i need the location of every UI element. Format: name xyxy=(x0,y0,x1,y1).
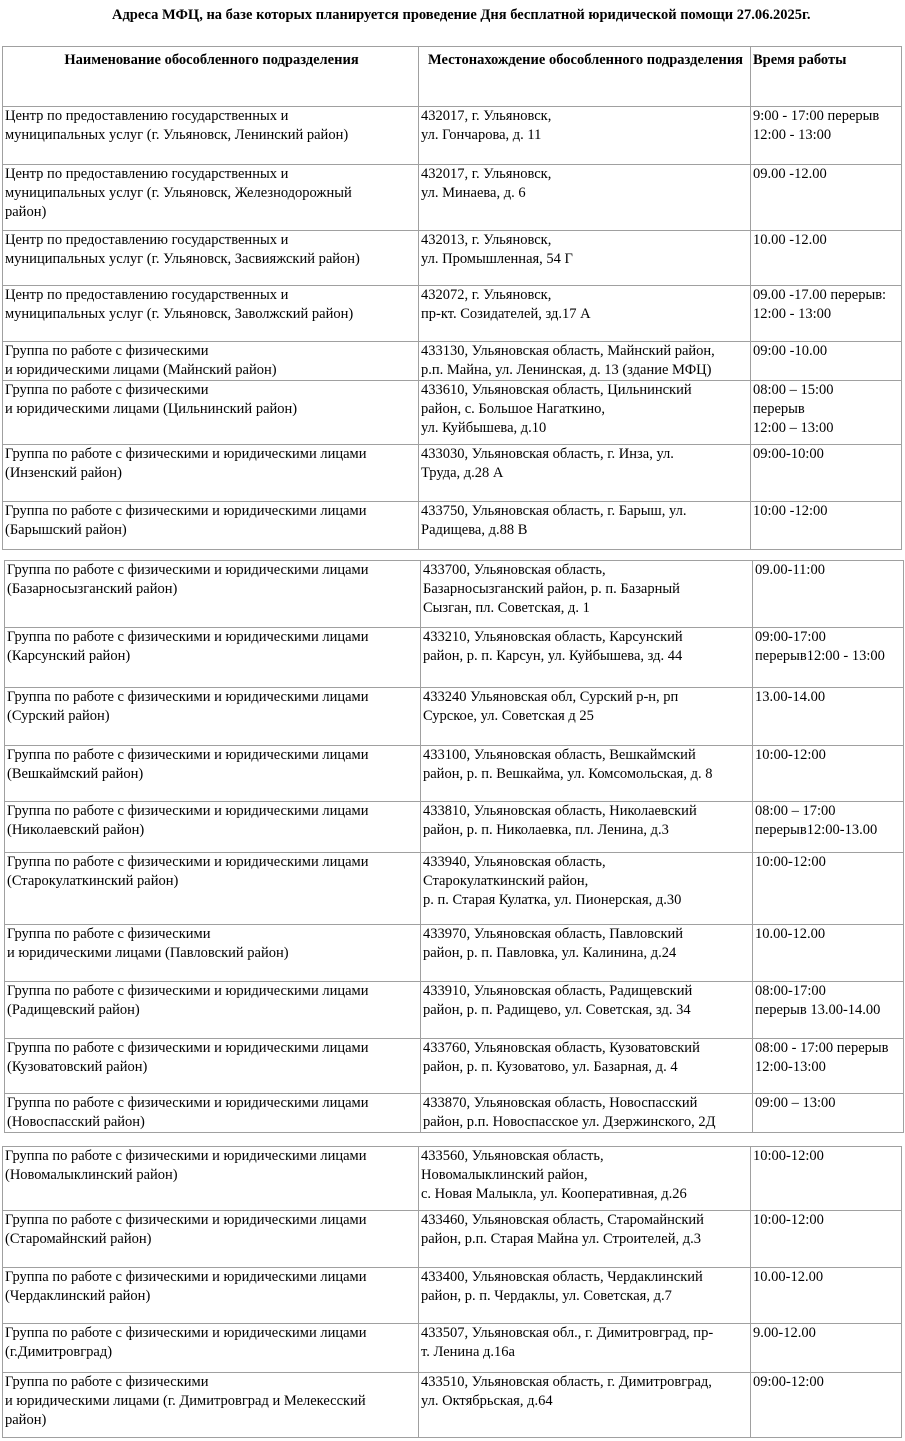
cell-address: 433810, Ульяновская область, Николаевский район, р. п. Николаевка, пл. Ленина, д.3 xyxy=(421,802,753,853)
mfc-table-part-3 xyxy=(2,1146,902,1438)
table-row xyxy=(3,286,902,342)
table-row xyxy=(5,561,904,628)
cell-address: 433760, Ульяновская область, Кузоватовский район, р. п. Кузоватово, ул. Базарная, д. 4 xyxy=(421,1039,753,1094)
cell-time: 10:00-12:00 xyxy=(751,1147,902,1211)
cell-name: Центр по предоставлению государственных и муниципальных услуг (г. Ульяновск, Заволжский район) xyxy=(3,286,419,342)
header-name: Наименование обособленного подразделения xyxy=(3,47,419,107)
table-row xyxy=(5,746,904,802)
cell-name: Группа по работе с физическими и юридическими лицами (Чердаклинский район) xyxy=(3,1268,419,1324)
cell-name: Группа по работе с физическими и юридическими лицами (Майнский район) xyxy=(3,342,419,381)
cell-address: 433870, Ульяновская область, Новоспасский район, р.п. Новоспасское ул. Дзержинского, 2Д xyxy=(421,1094,753,1133)
cell-time: 08:00-17:00 перерыв 13.00-14.00 xyxy=(753,982,904,1039)
cell-address: 433030, Ульяновская область, г. Инза, ул. Труда, д.28 А xyxy=(419,445,751,502)
cell-address: 433610, Ульяновская область, Цильнинский район, с. Большое Нагаткино, ул. Куйбышева, д.10 xyxy=(419,381,751,445)
table-row xyxy=(3,381,902,445)
cell-address: 433510, Ульяновская область, г. Димитровград, ул. Октябрьская, д.64 xyxy=(419,1373,751,1438)
cell-name: Группа по работе с физическими и юридическими лицами (г. Димитровград и Мелекесский район) xyxy=(3,1373,419,1438)
cell-name: Группа по работе с физическими и юридическими лицами (Кузоватовский район) xyxy=(5,1039,421,1094)
table-row xyxy=(5,853,904,925)
header-address: Местонахождение обособленного подразделения xyxy=(419,47,751,107)
cell-address: 433210, Ульяновская область, Карсунский район, р. п. Карсун, ул. Куйбышева, зд. 44 xyxy=(421,628,753,688)
cell-time: 09:00-12:00 xyxy=(751,1373,902,1438)
cell-time: 08:00 - 17:00 перерыв 12:00-13:00 xyxy=(753,1039,904,1094)
cell-name: Группа по работе с физическими и юридическими лицами (г.Димитровград) xyxy=(3,1324,419,1373)
cell-address: 432072, г. Ульяновск, пр-кт. Созидателей, зд.17 А xyxy=(419,286,751,342)
cell-time: 13.00-14.00 xyxy=(753,688,904,746)
table-row xyxy=(5,688,904,746)
table-row xyxy=(5,802,904,853)
mfc-table-part-2 xyxy=(4,560,904,1133)
cell-address: 433910, Ульяновская область, Радищевский район, р. п. Радищево, ул. Советская, зд. 34 xyxy=(421,982,753,1039)
table-row xyxy=(5,925,904,982)
cell-address: 433507, Ульяновская обл., г. Димитровград, пр- т. Ленина д.16а xyxy=(419,1324,751,1373)
cell-name: Группа по работе с физическими и юридическими лицами (Сурский район) xyxy=(5,688,421,746)
header-row xyxy=(3,47,902,107)
cell-name: Группа по работе с физическими и юридическими лицами (Базарносызганский район) xyxy=(5,561,421,628)
cell-address: 432013, г. Ульяновск, ул. Промышленная, 54 Г xyxy=(419,231,751,286)
cell-address: 433700, Ульяновская область, Базарносызганский район, р. п. Базарный Сызган, пл. Советская, д. 1 xyxy=(421,561,753,628)
table-row xyxy=(3,1373,902,1438)
table-row xyxy=(3,445,902,502)
cell-name: Группа по работе с физическими и юридическими лицами (Инзенский район) xyxy=(3,445,419,502)
cell-time: 09:00-17:00 перерыв12:00 - 13:00 xyxy=(753,628,904,688)
table-row xyxy=(3,342,902,381)
cell-name: Группа по работе с физическими и юридическими лицами (Карсунский район) xyxy=(5,628,421,688)
header-time: Время работы xyxy=(751,47,902,107)
cell-time: 10:00-12:00 xyxy=(751,1211,902,1268)
cell-name: Группа по работе с физическими и юридическими лицами (Барышский район) xyxy=(3,502,419,550)
cell-address: 432017, г. Ульяновск, ул. Гончарова, д. 11 xyxy=(419,107,751,165)
cell-time: 09:00 – 13:00 xyxy=(753,1094,904,1133)
cell-address: 433970, Ульяновская область, Павловский район, р. п. Павловка, ул. Калинина, д.24 xyxy=(421,925,753,982)
cell-time: 09:00 -10.00 xyxy=(751,342,902,381)
cell-time: 10.00-12.00 xyxy=(753,925,904,982)
cell-name: Центр по предоставлению государственных и муниципальных услуг (г. Ульяновск, Засвияжский район) xyxy=(3,231,419,286)
cell-address: 433240 Ульяновская обл, Сурский р-н, рп Сурское, ул. Советская д 25 xyxy=(421,688,753,746)
table-row xyxy=(5,982,904,1039)
cell-time: 9.00-12.00 xyxy=(751,1324,902,1373)
cell-time: 10:00 -12:00 xyxy=(751,502,902,550)
cell-time: 9:00 - 17:00 перерыв 12:00 - 13:00 xyxy=(751,107,902,165)
cell-address: 432017, г. Ульяновск, ул. Минаева, д. 6 xyxy=(419,165,751,231)
table-row xyxy=(3,1324,902,1373)
table-row xyxy=(3,107,902,165)
table-row xyxy=(5,628,904,688)
cell-address: 433750, Ульяновская область, г. Барыш, ул. Радищева, д.88 В xyxy=(419,502,751,550)
table-row xyxy=(3,1211,902,1268)
table-row xyxy=(5,1094,904,1133)
page-title: Адреса МФЦ, на базе которых планируется проведение Дня бесплатной юридической помощи 27.06.2025г. xyxy=(112,7,811,23)
table-row xyxy=(3,231,902,286)
cell-name: Группа по работе с физическими и юридическими лицами (Вешкаймский район) xyxy=(5,746,421,802)
table-row xyxy=(3,502,902,550)
cell-time: 08:00 – 17:00 перерыв12:00-13.00 xyxy=(753,802,904,853)
cell-address: 433940, Ульяновская область, Старокулаткинский район, р. п. Старая Кулатка, ул. Пионерская, д.30 xyxy=(421,853,753,925)
cell-time: 09.00-11:00 xyxy=(753,561,904,628)
cell-name: Группа по работе с физическими и юридическими лицами (Цильнинский район) xyxy=(3,381,419,445)
cell-name: Группа по работе с физическими и юридическими лицами (Новомалыклинский район) xyxy=(3,1147,419,1211)
cell-name: Центр по предоставлению государственных и муниципальных услуг (г. Ульяновск, Железнодорожный район) xyxy=(3,165,419,231)
cell-time: 09.00 -12.00 xyxy=(751,165,902,231)
cell-name: Группа по работе с физическими и юридическими лицами (Старомайнский район) xyxy=(3,1211,419,1268)
cell-name: Группа по работе с физическими и юридическими лицами (Радищевский район) xyxy=(5,982,421,1039)
cell-address: 433100, Ульяновская область, Вешкаймский район, р. п. Вешкайма, ул. Комсомольская, д. 8 xyxy=(421,746,753,802)
cell-name: Группа по работе с физическими и юридическими лицами (Старокулаткинский район) xyxy=(5,853,421,925)
cell-address: 433130, Ульяновская область, Майнский район, р.п. Майна, ул. Ленинская, д. 13 (здание МФЦ) xyxy=(419,342,751,381)
cell-address: 433460, Ульяновская область, Старомайнский район, р.п. Старая Майна ул. Строителей, д.3 xyxy=(419,1211,751,1268)
cell-time: 10.00 -12.00 xyxy=(751,231,902,286)
cell-name: Группа по работе с физическими и юридическими лицами (Николаевский район) xyxy=(5,802,421,853)
cell-address: 433400, Ульяновская область, Чердаклинский район, р. п. Чердаклы, ул. Советская, д.7 xyxy=(419,1268,751,1324)
cell-time: 09:00-10:00 xyxy=(751,445,902,502)
cell-time: 10.00-12.00 xyxy=(751,1268,902,1324)
cell-time: 10:00-12:00 xyxy=(753,746,904,802)
table-row xyxy=(5,1039,904,1094)
cell-time: 08:00 – 15:00 перерыв 12:00 – 13:00 xyxy=(751,381,902,445)
cell-name: Группа по работе с физическими и юридическими лицами (Новоспасский район) xyxy=(5,1094,421,1133)
cell-name: Группа по работе с физическими и юридическими лицами (Павловский район) xyxy=(5,925,421,982)
table-row xyxy=(3,1268,902,1324)
table-row xyxy=(3,1147,902,1211)
cell-time: 09.00 -17.00 перерыв: 12:00 - 13:00 xyxy=(751,286,902,342)
cell-name: Центр по предоставлению государственных и муниципальных услуг (г. Ульяновск, Ленинский район) xyxy=(3,107,419,165)
table-row xyxy=(3,165,902,231)
cell-address: 433560, Ульяновская область, Новомалыклинский район, с. Новая Малыкла, ул. Кооперативная, д.26 xyxy=(419,1147,751,1211)
mfc-table-part-1 xyxy=(2,46,902,550)
cell-time: 10:00-12:00 xyxy=(753,853,904,925)
